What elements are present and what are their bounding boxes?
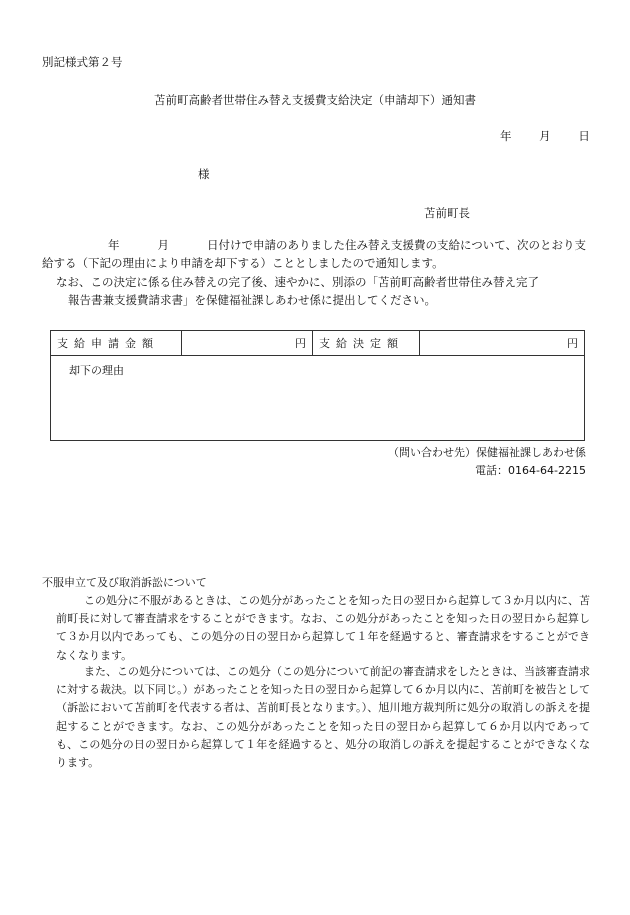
notice-year: 年 bbox=[108, 238, 120, 252]
contact-line: （問い合わせ先）保健福祉課しあわせ係 bbox=[388, 446, 586, 459]
date-day: 日 bbox=[578, 129, 590, 143]
decided-amount-label: 支給決定額 bbox=[313, 331, 420, 356]
completion-line-1: なお、この決定に係る住み替えの完了後、速やかに、別添の「苫前町高齢者世帯住み替え完了 bbox=[56, 275, 539, 289]
appeal-title: 不服申立て及び取消訴訟について bbox=[42, 576, 207, 589]
completion-notice-paragraph bbox=[56, 273, 590, 309]
contact-phone: 電話：0164-64-2215 bbox=[475, 464, 586, 477]
notice-text: 日付けで申請のありました住み替え支援費の支給について、次のとおり支給する（下記の理由により申請を却下する）こととしましたので通知します。 bbox=[42, 238, 587, 270]
rejection-reason-label: 却下の理由 bbox=[69, 364, 124, 377]
recipient-suffix: 様 bbox=[198, 167, 210, 181]
decided-amount-value: 円 bbox=[420, 331, 585, 356]
completion-line-2: 報告書兼支援費請求書」を保健福祉課しあわせ係に提出してください。 bbox=[68, 293, 436, 307]
applied-amount-value: 円 bbox=[182, 331, 313, 356]
date-month: 月 bbox=[539, 129, 551, 143]
applied-amount-label: 支給申請金額 bbox=[51, 331, 182, 356]
notice-paragraph bbox=[42, 236, 590, 272]
amount-table bbox=[50, 330, 585, 356]
issue-date bbox=[500, 128, 590, 144]
appeal-paragraph-2: また、この処分については、この処分（この処分について前記の審査請求をしたときは、当該審査請求に対する裁決。以下同じ。）があったことを知った日の翌日から起算して６か月以内に、苫前町を被告として（訴訟において苫前町を代表する者は、苫前町長となります。）、旭川地方裁判所に処分の取消しの訴えを提起することができます。なお、この処分があったことを知った日の翌日から起算して６か月以内であっても、この処分の日の翌日から起算して１年を経過すると、処分の取消しの訴えを提起することができなくなります。 bbox=[56, 665, 590, 770]
notice-month: 月 bbox=[157, 238, 169, 252]
appeal-paragraph-1: この処分に不服があるときは、この処分があったことを知った日の翌日から起算して３か月以内に、苫前町長に対して審査請求をすることができます。なお、この処分があったことを知った日の翌日から起算して３か月以内であっても、この処分の日の翌日から起算して１年を経過すると、審査請求をすることができなくなります。 bbox=[56, 594, 590, 662]
document-title: 苫前町高齢者世帯住み替え支援費支給決定（申請却下）通知書 bbox=[154, 93, 476, 107]
rejection-reason-box bbox=[50, 356, 585, 441]
issuer: 苫前町長 bbox=[424, 206, 470, 220]
date-year: 年 bbox=[500, 129, 512, 143]
form-number: 別記様式第２号 bbox=[42, 55, 123, 69]
